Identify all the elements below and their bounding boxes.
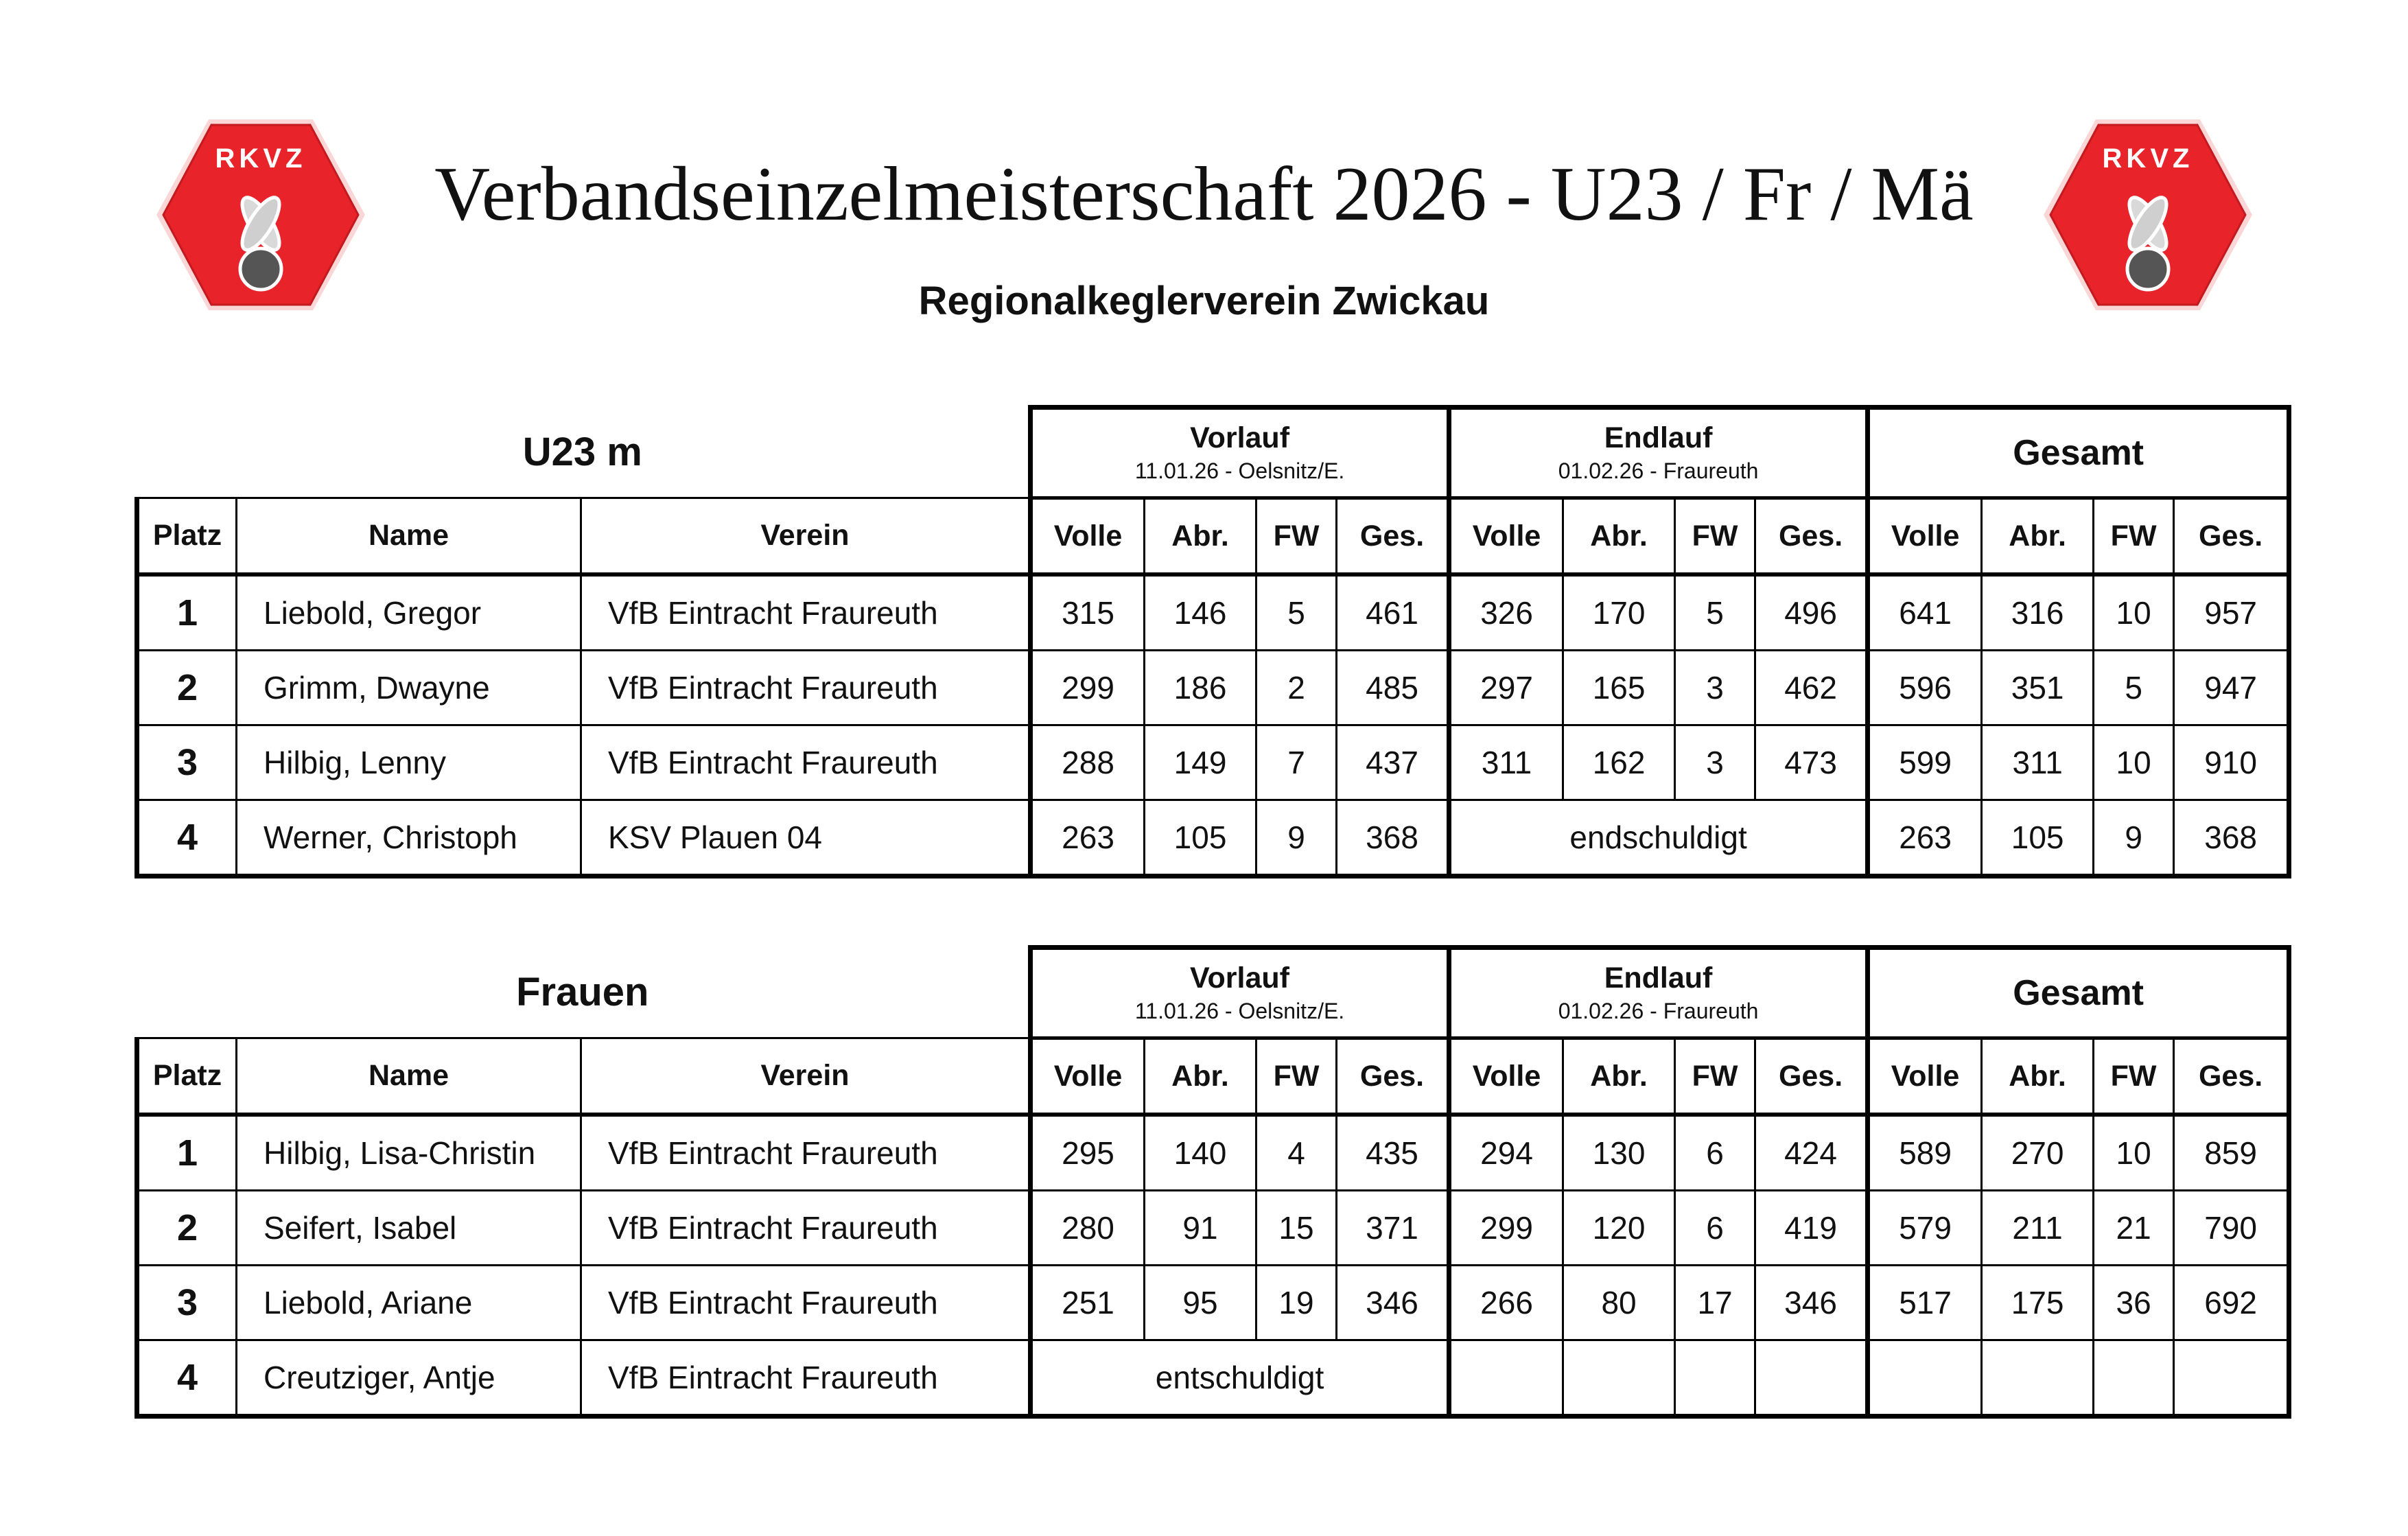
gesamt-header — [1868, 948, 2289, 1038]
vorlauf-info: 11.01.26 - Oelsnitz/E. — [1134, 458, 1345, 483]
endlauf-ges: 424 — [1755, 1115, 1868, 1191]
table-row — [137, 1115, 2289, 1191]
vorlauf-fw: 5 — [1256, 574, 1337, 651]
col-header-abr: Abr. — [1563, 498, 1675, 575]
gesamt-label: Gesamt — [2013, 973, 2144, 1013]
table-row — [137, 651, 2289, 725]
col-header-fw: FW — [1675, 498, 1755, 575]
endlauf-header — [1449, 408, 1868, 498]
name-cell: Liebold, Ariane — [237, 1266, 581, 1340]
col-header-ges: Ges. — [1337, 498, 1449, 575]
verein-cell: VfB Eintracht Fraureuth — [581, 725, 1031, 800]
vorlauf-ges: 371 — [1337, 1191, 1449, 1266]
gesamt-volle: 579 — [1868, 1191, 1982, 1266]
col-header-volle: Volle — [1449, 498, 1563, 575]
vorlauf-abr: 140 — [1145, 1115, 1256, 1191]
table-row — [137, 1340, 2289, 1417]
gesamt-fw — [2094, 1340, 2174, 1417]
gesamt-abr: 311 — [1982, 725, 2094, 800]
endlauf-abr: 165 — [1563, 651, 1675, 725]
endlauf-fw: 6 — [1675, 1191, 1755, 1266]
endlauf-info: 01.02.26 - Fraureuth — [1558, 458, 1759, 483]
platz-cell: 2 — [137, 1191, 237, 1266]
endlauf-label: Endlauf — [1604, 962, 1713, 994]
vorlauf-fw: 9 — [1256, 800, 1337, 876]
endlauf-abr: 162 — [1563, 725, 1675, 800]
col-header-volle: Volle — [1868, 498, 1982, 575]
table-row — [137, 1191, 2289, 1266]
vorlauf-fw: 19 — [1256, 1266, 1337, 1340]
vorlauf-ges: 461 — [1337, 574, 1449, 651]
endlauf-label: Endlauf — [1604, 421, 1713, 454]
name-cell: Hilbig, Lisa-Christin — [237, 1115, 581, 1191]
gesamt-abr: 351 — [1982, 651, 2094, 725]
col-header-verein: Verein — [581, 1038, 1031, 1115]
verein-cell: VfB Eintracht Fraureuth — [581, 1191, 1031, 1266]
col-header-ges: Ges. — [2174, 498, 2289, 575]
endlauf-volle: 266 — [1449, 1266, 1563, 1340]
results-table-frauen — [135, 945, 2291, 1419]
gesamt-abr: 175 — [1982, 1266, 2094, 1340]
col-header-abr: Abr. — [1563, 1038, 1675, 1115]
platz-cell: 4 — [137, 1340, 237, 1417]
vorlauf-fw: 7 — [1256, 725, 1337, 800]
col-header-fw: FW — [2094, 498, 2174, 575]
platz-cell: 3 — [137, 725, 237, 800]
gesamt-ges — [2174, 1340, 2289, 1417]
gesamt-fw: 21 — [2094, 1191, 2174, 1266]
col-header-abr: Abr. — [1982, 498, 2094, 575]
vorlauf-fw: 4 — [1256, 1115, 1337, 1191]
vorlauf-volle: 280 — [1031, 1191, 1145, 1266]
table-row — [137, 725, 2289, 800]
col-header-fw: FW — [2094, 1038, 2174, 1115]
vorlauf-label: Vorlauf — [1190, 962, 1289, 994]
endlauf-ges: 473 — [1755, 725, 1868, 800]
gesamt-ges: 859 — [2174, 1115, 2289, 1191]
vorlauf-ges: 435 — [1337, 1115, 1449, 1191]
col-header-volle: Volle — [1868, 1038, 1982, 1115]
gesamt-ges: 947 — [2174, 651, 2289, 725]
endlauf-abr: 130 — [1563, 1115, 1675, 1191]
endlauf-abr: 170 — [1563, 574, 1675, 651]
endlauf-fw: 6 — [1675, 1115, 1755, 1191]
verein-cell: VfB Eintracht Fraureuth — [581, 651, 1031, 725]
gesamt-abr — [1982, 1340, 2094, 1417]
col-header-abr: Abr. — [1145, 1038, 1256, 1115]
svg-text:RKVZ: RKVZ — [215, 143, 307, 174]
vorlauf-ges: 437 — [1337, 725, 1449, 800]
endlauf-fw: 17 — [1675, 1266, 1755, 1340]
col-header-platz: Platz — [137, 1038, 237, 1115]
section-title: Frauen — [516, 970, 649, 1015]
gesamt-abr: 211 — [1982, 1191, 2094, 1266]
column-header-row — [137, 498, 2289, 575]
vorlauf-ges: 485 — [1337, 651, 1449, 725]
col-header-abr: Abr. — [1145, 498, 1256, 575]
col-header-name: Name — [237, 1038, 581, 1115]
endlauf-fw — [1675, 1340, 1755, 1417]
vorlauf-abr: 91 — [1145, 1191, 1256, 1266]
endlauf-volle: 326 — [1449, 574, 1563, 651]
gesamt-abr: 316 — [1982, 574, 2094, 651]
vorlauf-volle: 299 — [1031, 651, 1145, 725]
page-subtitle: Regionalkeglerverein Zwickau — [918, 279, 1490, 323]
endlauf-note: endschuldigt — [1449, 800, 1868, 876]
gesamt-volle: 641 — [1868, 574, 1982, 651]
verein-cell: VfB Eintracht Fraureuth — [581, 1340, 1031, 1417]
endlauf-info: 01.02.26 - Fraureuth — [1558, 999, 1759, 1023]
endlauf-ges: 346 — [1755, 1266, 1868, 1340]
platz-cell: 1 — [137, 574, 237, 651]
vorlauf-info: 11.01.26 - Oelsnitz/E. — [1134, 999, 1345, 1023]
col-header-volle: Volle — [1031, 1038, 1145, 1115]
name-cell: Werner, Christoph — [237, 800, 581, 876]
results-table-u23m — [135, 405, 2291, 878]
verein-cell: VfB Eintracht Fraureuth — [581, 1115, 1031, 1191]
endlauf-fw: 5 — [1675, 574, 1755, 651]
vorlauf-abr: 149 — [1145, 725, 1256, 800]
verein-cell: KSV Plauen 04 — [581, 800, 1031, 876]
endlauf-ges: 462 — [1755, 651, 1868, 725]
col-header-ges: Ges. — [1337, 1038, 1449, 1115]
gesamt-ges: 368 — [2174, 800, 2289, 876]
gesamt-label: Gesamt — [2013, 433, 2144, 473]
gesamt-abr: 105 — [1982, 800, 2094, 876]
endlauf-abr: 80 — [1563, 1266, 1675, 1340]
page-title: Verbandseinzelmeisterschaft 2026 - U23 / Fr / Mä — [434, 152, 1974, 237]
gesamt-volle — [1868, 1340, 1982, 1417]
name-cell: Seifert, Isabel — [237, 1191, 581, 1266]
endlauf-volle: 299 — [1449, 1191, 1563, 1266]
name-cell: Liebold, Gregor — [237, 574, 581, 651]
vorlauf-volle: 288 — [1031, 725, 1145, 800]
endlauf-ges: 496 — [1755, 574, 1868, 651]
gesamt-fw: 10 — [2094, 574, 2174, 651]
col-header-abr: Abr. — [1982, 1038, 2094, 1115]
platz-cell: 4 — [137, 800, 237, 876]
section-title: U23 m — [522, 430, 642, 475]
vorlauf-ges: 346 — [1337, 1266, 1449, 1340]
col-header-fw: FW — [1256, 1038, 1337, 1115]
col-header-ges: Ges. — [2174, 1038, 2289, 1115]
column-header-row — [137, 1038, 2289, 1115]
gesamt-fw: 36 — [2094, 1266, 2174, 1340]
gesamt-header — [1868, 408, 2289, 498]
gesamt-fw: 9 — [2094, 800, 2174, 876]
gesamt-ges: 957 — [2174, 574, 2289, 651]
col-header-ges: Ges. — [1755, 1038, 1868, 1115]
gesamt-ges: 692 — [2174, 1266, 2289, 1340]
endlauf-volle: 297 — [1449, 651, 1563, 725]
col-header-ges: Ges. — [1755, 498, 1868, 575]
endlauf-volle: 311 — [1449, 725, 1563, 800]
col-header-fw: FW — [1675, 1038, 1755, 1115]
platz-cell: 2 — [137, 651, 237, 725]
endlauf-abr — [1563, 1340, 1675, 1417]
svg-text:RKVZ: RKVZ — [2102, 143, 2194, 174]
col-header-platz: Platz — [137, 498, 237, 575]
gesamt-fw: 5 — [2094, 651, 2174, 725]
endlauf-ges — [1755, 1340, 1868, 1417]
table-row — [137, 1266, 2289, 1340]
vorlauf-header — [1031, 948, 1449, 1038]
col-header-volle: Volle — [1449, 1038, 1563, 1115]
verein-cell: VfB Eintracht Fraureuth — [581, 1266, 1031, 1340]
vorlauf-fw: 15 — [1256, 1191, 1337, 1266]
vorlauf-volle: 263 — [1031, 800, 1145, 876]
vorlauf-fw: 2 — [1256, 651, 1337, 725]
gesamt-fw: 10 — [2094, 1115, 2174, 1191]
vorlauf-abr: 186 — [1145, 651, 1256, 725]
endlauf-fw: 3 — [1675, 725, 1755, 800]
col-header-name: Name — [237, 498, 581, 575]
table-row — [137, 800, 2289, 876]
gesamt-ges: 790 — [2174, 1191, 2289, 1266]
vorlauf-label: Vorlauf — [1190, 421, 1290, 454]
endlauf-fw: 3 — [1675, 651, 1755, 725]
gesamt-abr: 270 — [1982, 1115, 2094, 1191]
endlauf-ges: 419 — [1755, 1191, 1868, 1266]
gesamt-volle: 517 — [1868, 1266, 1982, 1340]
gesamt-volle: 263 — [1868, 800, 1982, 876]
endlauf-volle — [1449, 1340, 1563, 1417]
vorlauf-abr: 95 — [1145, 1266, 1256, 1340]
vorlauf-ges: 368 — [1337, 800, 1449, 876]
endlauf-volle: 294 — [1449, 1115, 1563, 1191]
vorlauf-volle: 251 — [1031, 1266, 1145, 1340]
vorlauf-header — [1031, 408, 1449, 498]
vorlauf-abr: 146 — [1145, 574, 1256, 651]
name-cell: Grimm, Dwayne — [237, 651, 581, 725]
gesamt-ges: 910 — [2174, 725, 2289, 800]
name-cell: Hilbig, Lenny — [237, 725, 581, 800]
endlauf-header — [1449, 948, 1868, 1038]
gesamt-volle: 599 — [1868, 725, 1982, 800]
platz-cell: 1 — [137, 1115, 237, 1191]
vorlauf-note: entschuldigt — [1031, 1340, 1449, 1417]
table-row — [137, 574, 2289, 651]
name-cell: Creutziger, Antje — [237, 1340, 581, 1417]
vorlauf-abr: 105 — [1145, 800, 1256, 876]
col-header-volle: Volle — [1031, 498, 1145, 575]
gesamt-fw: 10 — [2094, 725, 2174, 800]
vorlauf-volle: 295 — [1031, 1115, 1145, 1191]
col-header-fw: FW — [1256, 498, 1337, 575]
platz-cell: 3 — [137, 1266, 237, 1340]
vorlauf-volle: 315 — [1031, 574, 1145, 651]
gesamt-volle: 589 — [1868, 1115, 1982, 1191]
gesamt-volle: 596 — [1868, 651, 1982, 725]
verein-cell: VfB Eintracht Fraureuth — [581, 574, 1031, 651]
endlauf-abr: 120 — [1563, 1191, 1675, 1266]
col-header-verein: Verein — [581, 498, 1031, 575]
